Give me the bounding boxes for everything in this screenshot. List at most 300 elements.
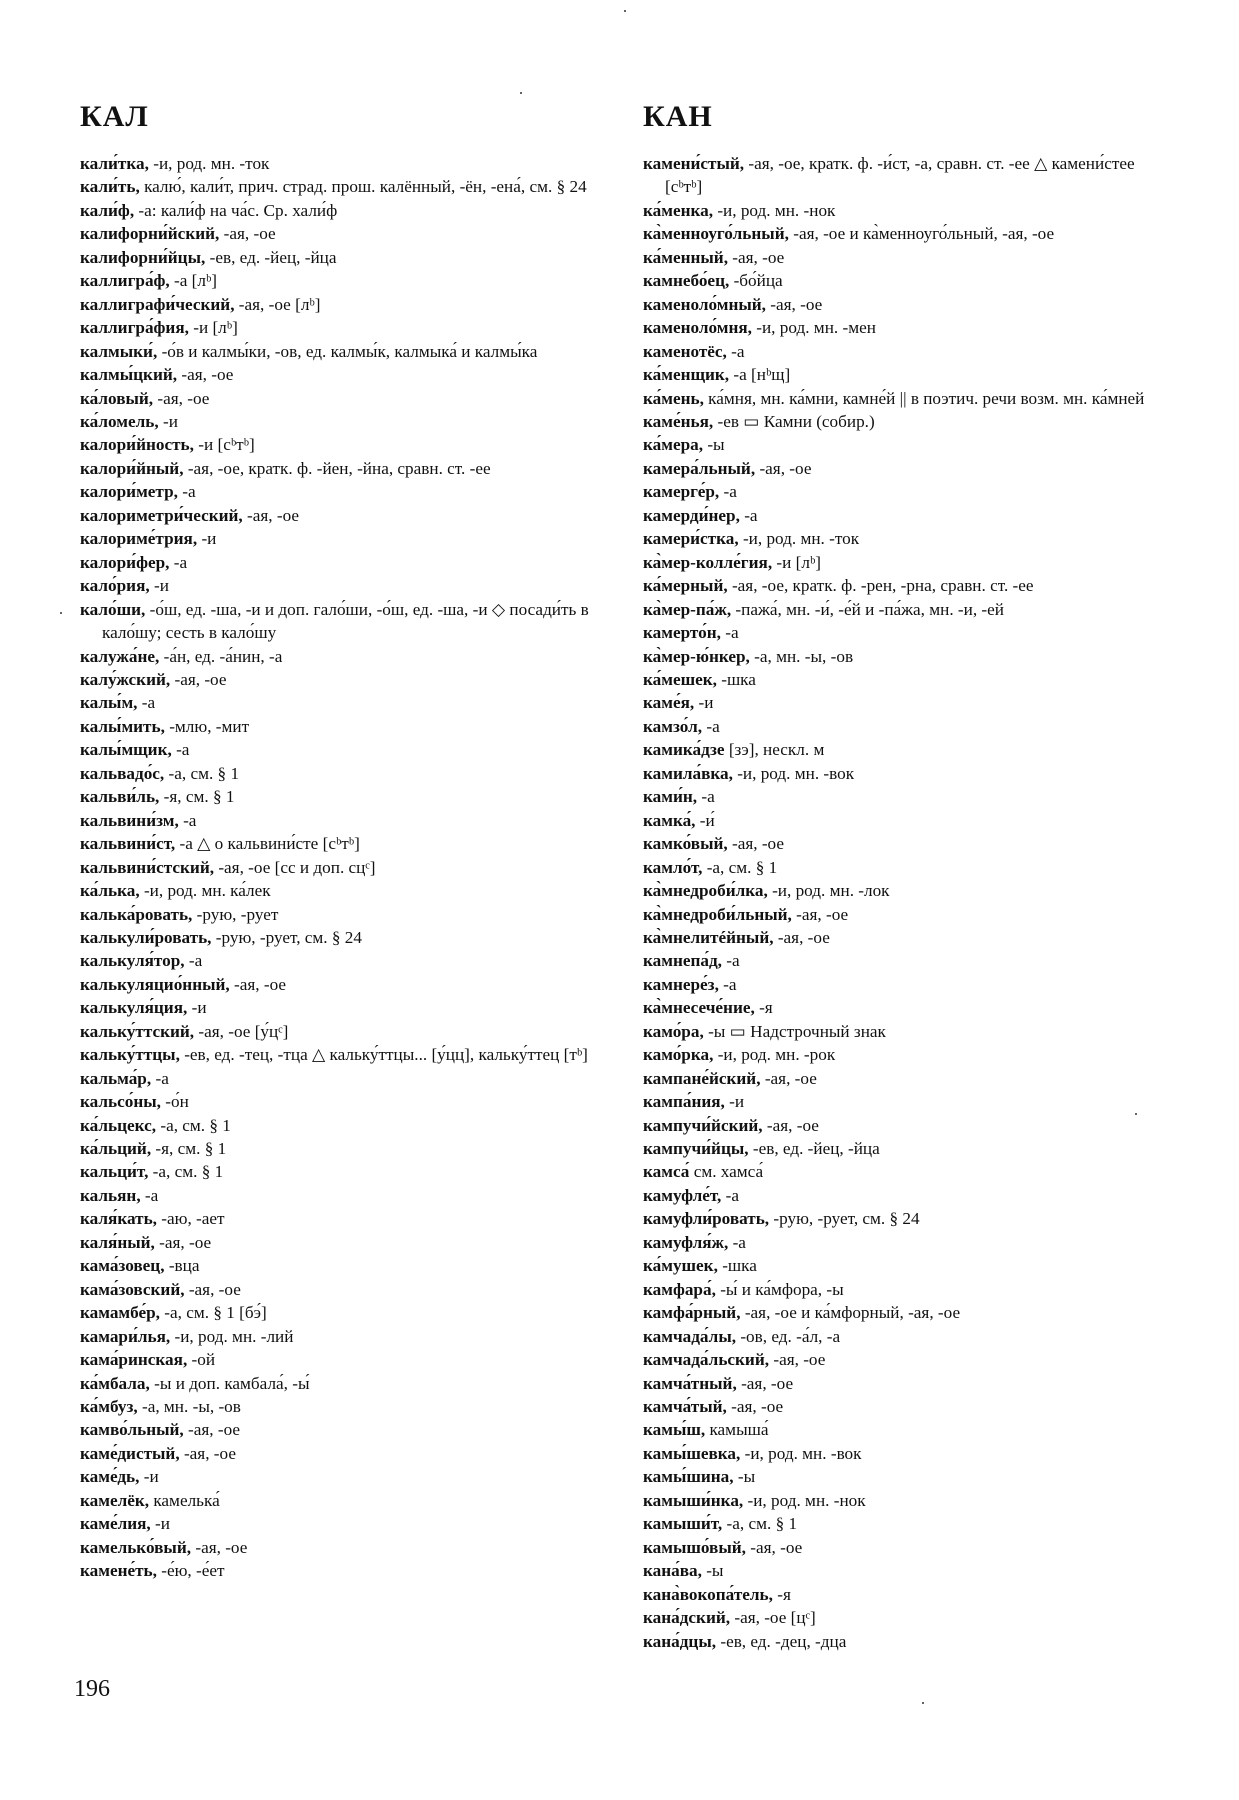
scan-speck	[60, 612, 62, 614]
dictionary-entry	[643, 879, 1168, 902]
entry-definition: -пажа́, мн. -и́, -е́й и -па́жа, мн. -и, -ей	[731, 599, 1004, 619]
dictionary-entry	[643, 433, 1168, 456]
entry-definition: -ой	[187, 1350, 216, 1370]
dictionary-entry	[80, 903, 605, 926]
entry-headword: ка̀мнелитéйный,	[643, 927, 774, 947]
dictionary-entry	[80, 1325, 605, 1348]
entry-headword: кало́ши,	[80, 599, 146, 619]
dictionary-entry	[643, 1512, 1168, 1535]
entry-definition: -ая, -ое [цᶜ]	[730, 1608, 816, 1628]
dictionary-entry	[80, 269, 605, 292]
entry-headword: калы́мщик,	[80, 740, 172, 760]
dictionary-entry	[80, 293, 605, 316]
dictionary-entry	[643, 1372, 1168, 1395]
entry-headword: калькули́ровать,	[80, 927, 212, 947]
entry-definition: камелька́	[149, 1490, 220, 1510]
dictionary-entry	[643, 762, 1168, 785]
dictionary-entry	[80, 1536, 605, 1559]
dictionary-entry	[643, 1630, 1168, 1653]
dictionary-entry	[80, 1114, 605, 1137]
dictionary-entry	[80, 340, 605, 363]
entry-definition: -ая, -ое	[191, 1537, 248, 1557]
entry-headword: калу́жский,	[80, 669, 171, 689]
dictionary-entry	[643, 1160, 1168, 1183]
entry-definition: -и, род. мн. -ток	[738, 529, 860, 549]
dictionary-entry	[80, 762, 605, 785]
entry-definition: -шка	[716, 669, 756, 689]
entry-headword: каля́ный,	[80, 1232, 155, 1252]
entry-headword: ка́мерный,	[643, 576, 728, 596]
entry-headword: камерто́н,	[643, 623, 721, 643]
dictionary-entry	[80, 480, 605, 503]
entry-definition: -рую, -рует, см. § 24	[211, 927, 362, 947]
dictionary-entry	[80, 1418, 605, 1441]
entry-headword: камы́шина,	[643, 1467, 734, 1487]
dictionary-entry	[643, 1348, 1168, 1371]
dictionary-entry	[80, 1184, 605, 1207]
entry-definition: -ая, -ое, кратк. ф. -йен, -йна, сравн. ст. -ее	[183, 458, 491, 478]
dictionary-entry	[643, 715, 1168, 738]
dictionary-entry	[80, 738, 605, 761]
dictionary-entry	[643, 222, 1168, 245]
entry-definition: -и [сᵇтᵇ]	[193, 435, 255, 455]
dictionary-entry	[643, 1325, 1168, 1348]
dictionary-entry	[643, 856, 1168, 879]
entry-headword: кали́ф,	[80, 200, 135, 220]
entry-headword: ка́мушек,	[643, 1256, 718, 1276]
dictionary-entry	[80, 574, 605, 597]
entry-definition: -ая, -ое	[179, 1443, 236, 1463]
entry-definition: -и, род. мн. -нок	[713, 200, 836, 220]
dictionary-entry	[80, 715, 605, 738]
entry-definition: -ая, -ое	[760, 1068, 817, 1088]
dictionary-entry	[643, 1395, 1168, 1418]
entry-definition: -ы и доп. камбала́, -ы́	[149, 1373, 310, 1393]
dictionary-entry	[643, 785, 1168, 808]
entry-definition: -я	[772, 1584, 791, 1604]
entry-definition: -я	[754, 998, 773, 1018]
entry-definition: -ая, -ое	[170, 669, 227, 689]
entry-headword: кали́ть,	[80, 177, 140, 197]
entry-definition: -а	[177, 482, 196, 502]
dictionary-entry	[80, 1020, 605, 1043]
entry-definition: -ая, -ое	[177, 365, 234, 385]
entry-headword: ка̀мнедроби́льный,	[643, 904, 792, 924]
entry-definition: -ев, ед. -тец, -тца △ кальку́ттцы... [у́цц], кальку́ттец [тᵇ]	[179, 1045, 588, 1065]
dictionary-entry	[643, 527, 1168, 550]
dictionary-entry	[80, 175, 605, 198]
dictionary-entry	[643, 691, 1168, 714]
entry-headword: ка́менщик,	[643, 365, 730, 385]
entry-headword: кальма́р,	[80, 1068, 152, 1088]
entry-definition: -ая, -ое	[727, 834, 784, 854]
entry-headword: каме́дь,	[80, 1467, 140, 1487]
dictionary-entry	[643, 1442, 1168, 1465]
dictionary-entry	[643, 480, 1168, 503]
dictionary-entry	[643, 1114, 1168, 1137]
dictionary-entry	[80, 1559, 605, 1582]
entry-headword: камчада́льский,	[643, 1350, 770, 1370]
entry-definition: -а́н, ед. -а́нин, -а	[159, 646, 283, 666]
entry-headword: кана́дцы,	[643, 1631, 717, 1651]
dictionary-entry	[80, 152, 605, 175]
entry-headword: кама́зовец,	[80, 1256, 165, 1276]
entry-headword: кали́тка,	[80, 154, 149, 173]
dictionary-entry	[80, 1442, 605, 1465]
entry-headword: калужа́не,	[80, 646, 160, 666]
entry-definition: -шка	[717, 1256, 757, 1276]
dictionary-entry	[643, 1465, 1168, 1488]
entry-headword: ка́мешек,	[643, 669, 717, 689]
entry-definition: -рую, -рует, см. § 24	[769, 1209, 920, 1229]
scan-speck	[624, 10, 626, 12]
entry-definition: -а	[739, 505, 758, 525]
entry-headword: ка́льцекс,	[80, 1115, 157, 1135]
entry-headword: камнебо́ец,	[643, 271, 730, 291]
entry-definition: -я, см. § 1	[159, 787, 235, 807]
entry-definition: -и, род. мн. -мен	[751, 318, 876, 338]
entry-definition: -бо́йца	[729, 271, 783, 291]
entry-definition: -о́ш, ед. -ша, -и и доп. гало́ши, -о́ш, ед. -ша, -и ◇ посади́ть в кало́шу; сесть в кало́шу	[102, 599, 589, 643]
entry-headword: камера́льный,	[643, 458, 756, 478]
entry-definition: -о́н	[160, 1092, 189, 1112]
entry-headword: ка̀менноуго́льный,	[643, 224, 789, 244]
entry-definition: -ая, -ое	[154, 1232, 212, 1252]
entry-headword: каме́я,	[643, 693, 695, 713]
entry-headword: камамбе́р,	[80, 1303, 160, 1323]
entry-definition: -и́	[695, 810, 715, 830]
dictionary-entry	[643, 668, 1168, 691]
dictionary-entry	[80, 1278, 605, 1301]
entry-headword: ка́лька,	[80, 881, 140, 901]
dictionary-entry	[80, 246, 605, 269]
entry-headword: кальци́т,	[80, 1162, 149, 1182]
dictionary-entry	[80, 1231, 605, 1254]
dictionary-entry	[643, 903, 1168, 926]
entry-headword: ка́мбуз,	[80, 1397, 138, 1417]
entry-definition: -и [лᵇ]	[772, 552, 821, 572]
entry-definition: -и, род. мн. -вок	[732, 763, 855, 783]
entry-headword: кальвини́зм,	[80, 810, 179, 830]
entry-definition: -и	[724, 1092, 745, 1112]
entry-definition: -а, мн. -ы, -ов	[137, 1397, 241, 1417]
entry-headword: камфара́,	[643, 1279, 716, 1299]
entry-headword: камы́шевка,	[643, 1443, 741, 1463]
dictionary-entry	[80, 1301, 605, 1324]
entry-definition: -и, род. мн. ка́лек	[139, 881, 271, 901]
entry-headword: камко́вый,	[643, 834, 728, 854]
entry-definition: калю́, кали́т, прич. страд. прош. калённый, -ён, -ена́, см. § 24	[139, 177, 587, 197]
entry-definition: -ая, -ое [сс и доп. сцᶜ]	[214, 857, 376, 877]
entry-headword: ками́н,	[643, 787, 698, 807]
entry-headword: камика́дзе	[643, 740, 725, 760]
entry-headword: камо́ра,	[643, 1021, 704, 1041]
dictionary-entry	[80, 410, 605, 433]
entry-definition: -а [лᵇ]	[169, 271, 218, 291]
entry-definition: -аю, -ает	[156, 1209, 225, 1229]
entry-headword: кальян,	[80, 1185, 141, 1205]
entry-definition: -ая, -ое	[791, 904, 849, 924]
dictionary-entry	[643, 1583, 1168, 1606]
entry-headword: камло́т,	[643, 857, 703, 877]
entry-definition: -а △ о кальвини́сте [сᵇтᵇ]	[175, 834, 360, 854]
entry-headword: камча́тый,	[643, 1397, 727, 1417]
entry-headword: калькуля́ция,	[80, 998, 188, 1018]
dictionary-entry	[80, 856, 605, 879]
dictionary-entry	[80, 1512, 605, 1535]
dictionary-entry	[643, 1418, 1168, 1441]
entry-definition: -и, род. мн. -ток	[148, 154, 270, 173]
entry-headword: камуфли́ровать,	[643, 1209, 770, 1229]
dictionary-entry	[643, 293, 1168, 316]
dictionary-entry	[643, 949, 1168, 972]
running-head-right: КАН	[643, 100, 713, 133]
dictionary-entry	[80, 645, 605, 668]
entry-headword: камо́рка,	[643, 1045, 714, 1065]
entry-definition: -ая, -ое	[745, 1537, 803, 1557]
dictionary-entry	[643, 1043, 1168, 1066]
scan-speck	[922, 1702, 924, 1704]
dictionary-entry	[643, 926, 1168, 949]
entry-headword: кампучи́йцы,	[643, 1139, 749, 1159]
dictionary-entry	[80, 387, 605, 410]
entry-headword: кампа́ния,	[643, 1092, 725, 1112]
entry-headword: камса́	[643, 1162, 690, 1182]
entry-headword: кана̀вокопа́тель,	[643, 1584, 773, 1604]
entry-definition: -и	[694, 693, 714, 713]
entry-definition: -а	[140, 1185, 159, 1205]
dictionary-entry	[643, 738, 1168, 761]
dictionary-entry	[80, 1395, 605, 1418]
dictionary-entry	[643, 1536, 1168, 1559]
entry-headword: калмы́цкий,	[80, 365, 178, 385]
dictionary-entry	[80, 973, 605, 996]
entry-definition: -а	[718, 974, 737, 994]
entry-headword: камнере́з,	[643, 974, 719, 994]
entry-headword: кало́рия,	[80, 576, 150, 596]
entry-definition: -ая, -ое и ка́мфорный, -ая, -ое	[740, 1303, 961, 1323]
dictionary-entry	[80, 457, 605, 480]
entry-headword: калори́метр,	[80, 482, 178, 502]
entry-definition: -ы ▭ Надстрочный знак	[703, 1021, 886, 1041]
entry-definition: -а, см. § 1	[148, 1162, 224, 1182]
entry-definition: -ая, -ое	[184, 1279, 241, 1299]
entry-headword: калы́м,	[80, 693, 138, 713]
entry-definition: -ая, -ое	[183, 1420, 241, 1440]
entry-headword: ка́мбала,	[80, 1373, 150, 1393]
dictionary-entry	[643, 1020, 1168, 1043]
entry-definition: [зэ], нескл. м	[724, 740, 825, 760]
entry-headword: калька́ровать,	[80, 904, 193, 924]
entry-headword: камво́льный,	[80, 1420, 184, 1440]
dictionary-entry	[80, 996, 605, 1019]
entry-headword: кама́ринская,	[80, 1350, 188, 1370]
entry-headword: каменоло́мня,	[643, 318, 752, 338]
entry-headword: камыши́нка,	[643, 1490, 744, 1510]
entry-headword: каллигра́ф,	[80, 271, 170, 291]
dictionary-entry	[643, 152, 1168, 199]
entry-definition: -а	[721, 1185, 739, 1205]
dictionary-entry	[80, 504, 605, 527]
entry-headword: камерди́нер,	[643, 505, 740, 525]
dictionary-entry	[80, 363, 605, 386]
entry-headword: камзо́л,	[643, 716, 703, 736]
entry-definition: -ы	[701, 1561, 724, 1581]
entry-headword: ка́менный,	[643, 247, 728, 267]
dictionary-entry	[80, 1067, 605, 1090]
entry-headword: камила́вка,	[643, 763, 733, 783]
entry-definition: -ая, -ое, кратк. ф. -рен, -рна, сравн. ст. -ее	[727, 576, 1034, 596]
entry-headword: калькуляцио́нный,	[80, 974, 230, 994]
entry-definition: -а, см. § 1 [бэ́]	[159, 1303, 267, 1323]
entry-headword: кальку́ттцы,	[80, 1045, 180, 1065]
dictionary-entry	[643, 410, 1168, 433]
entry-definition: -ы	[733, 1467, 756, 1487]
entry-definition: -и	[149, 576, 169, 596]
entry-definition: -и, род. мн. -вок	[740, 1443, 862, 1463]
dictionary-entry	[643, 551, 1168, 574]
dictionary-entry	[643, 598, 1168, 621]
dictionary-entry	[80, 1207, 605, 1230]
left-column	[80, 152, 605, 1583]
dictionary-entry	[643, 363, 1168, 386]
entry-headword: калори́фер,	[80, 552, 170, 572]
dictionary-entry	[643, 387, 1168, 410]
dictionary-entry	[80, 1489, 605, 1512]
dictionary-entry	[643, 246, 1168, 269]
scan-speck	[520, 92, 522, 94]
entry-definition: -ев, ед. -йец, -йца	[205, 247, 337, 267]
entry-headword: кальвини́ст,	[80, 834, 176, 854]
entry-headword: камышо́вый,	[643, 1537, 746, 1557]
dictionary-entry	[80, 691, 605, 714]
dictionary-entry	[80, 433, 605, 456]
dictionary-entry	[643, 504, 1168, 527]
entry-definition: -а, см. § 1	[164, 763, 240, 783]
entry-headword: каля́кать,	[80, 1209, 157, 1229]
entry-definition: -ев ▭ Камни (собир.)	[713, 411, 875, 431]
dictionary-entry	[80, 1137, 605, 1160]
entry-headword: калориметри́ческий,	[80, 505, 243, 525]
entry-headword: калифорни́йский,	[80, 224, 220, 244]
dictionary-entry	[643, 1090, 1168, 1113]
entry-definition: -и	[187, 998, 207, 1018]
entry-headword: камы́ш,	[643, 1420, 706, 1440]
dictionary-entry	[643, 973, 1168, 996]
entry-headword: кальвадо́с,	[80, 763, 165, 783]
entry-headword: кана́ва,	[643, 1561, 702, 1581]
entry-headword: камерге́р,	[643, 482, 720, 502]
entry-headword: каме́нья,	[643, 411, 714, 431]
entry-headword: ка̀мер-колле́гия,	[643, 552, 773, 572]
entry-definition: -ев, ед. -дец, -дца	[716, 1631, 847, 1651]
entry-definition: -ая, -ое, кратк. ф. -и́ст, -а, сравн. ст. -ее △ камени́стее [сᵇтᵇ]	[665, 154, 1135, 197]
dictionary-entry	[80, 199, 605, 222]
entry-headword: каменотёс,	[643, 341, 727, 361]
dictionary-entry	[80, 1348, 605, 1371]
entry-definition: -ая, -ое	[726, 1397, 784, 1417]
entry-definition: -ая, -ое	[229, 974, 287, 994]
entry-definition: -ы́ и ка́мфора, -ы	[715, 1279, 844, 1299]
entry-definition: -а	[178, 810, 197, 830]
entry-headword: каллиграфи́ческий,	[80, 294, 235, 314]
entry-definition: -ая, -ое	[736, 1373, 794, 1393]
entry-definition: -а, см. § 1	[702, 857, 778, 877]
entry-definition: -ов, ед. -а́л, -а	[736, 1326, 841, 1346]
entry-headword: камуфле́т,	[643, 1185, 722, 1205]
entry-headword: камелёк,	[80, 1490, 150, 1510]
entry-definition: -а	[151, 1068, 169, 1088]
entry-headword: камери́стка,	[643, 529, 739, 549]
dictionary-entry	[80, 1043, 605, 1066]
entry-headword: ка́мень,	[643, 388, 704, 408]
entry-headword: камене́ть,	[80, 1561, 157, 1581]
entry-headword: камфа́рный,	[643, 1303, 741, 1323]
entry-headword: кальку́ттский,	[80, 1021, 195, 1041]
entry-headword: калмыки́,	[80, 341, 158, 361]
dictionary-entry	[643, 809, 1168, 832]
dictionary-entry	[643, 269, 1168, 292]
entry-definition: -а: кали́ф на ча́с. Ср. хали́ф	[134, 200, 338, 220]
dictionary-entry	[80, 949, 605, 972]
entry-headword: кампучи́йский,	[643, 1115, 763, 1135]
dictionary-entry	[80, 1254, 605, 1277]
entry-definition: -и, род. мн. -лий	[170, 1326, 294, 1346]
entry-headword: калифорни́йцы,	[80, 247, 206, 267]
entry-definition: -и	[150, 1514, 170, 1534]
entry-headword: камнепа́д,	[643, 951, 722, 971]
entry-headword: каме́дистый,	[80, 1443, 180, 1463]
entry-headword: каме́лия,	[80, 1514, 151, 1534]
dictionary-entry	[643, 1067, 1168, 1090]
entry-headword: ка̀мнедроби́лка,	[643, 881, 768, 901]
entry-definition: ка́мня, мн. ка́мни, камне́й || в поэтич. речи возм. мн. ка́мней	[703, 388, 1145, 408]
entry-headword: каменоло́мный,	[643, 294, 766, 314]
entry-headword: каллигра́фия,	[80, 318, 189, 338]
dictionary-entry	[643, 1606, 1168, 1629]
entry-headword: камелько́вый,	[80, 1537, 192, 1557]
entry-definition: -ая, -ое и ка̀менноуго́льный, -ая, -ое	[788, 224, 1055, 244]
entry-headword: калькуля́тор,	[80, 951, 185, 971]
entry-headword: кама́зовский,	[80, 1279, 185, 1299]
entry-headword: кальсо́ны,	[80, 1092, 161, 1112]
entry-definition: -и [лᵇ]	[188, 318, 238, 338]
entry-headword: камыши́т,	[643, 1514, 723, 1534]
entry-headword: камари́лья,	[80, 1326, 171, 1346]
entry-definition: -ая, -ое	[755, 458, 812, 478]
entry-headword: ка̀мер-ю́нкер,	[643, 646, 750, 666]
entry-headword: ка̀мнесече́ние,	[643, 998, 755, 1018]
entry-definition: -млю, -мит	[164, 716, 250, 736]
right-column	[643, 152, 1168, 1653]
entry-definition: -я, см. § 1	[151, 1139, 227, 1159]
entry-headword: кальвини́стский,	[80, 857, 215, 877]
dictionary-entry	[643, 645, 1168, 668]
entry-headword: камчада́лы,	[643, 1326, 737, 1346]
entry-definition: -е́ю, -е́ет	[156, 1561, 225, 1581]
entry-definition: -а	[719, 482, 737, 502]
dictionary-entry	[80, 879, 605, 902]
dictionary-entry	[80, 926, 605, 949]
dictionary-entry	[643, 1489, 1168, 1512]
dictionary-entry	[643, 316, 1168, 339]
entry-headword: калориме́трия,	[80, 529, 198, 549]
entry-definition: -а	[720, 623, 739, 643]
entry-definition: -о́в и калмы́ки, -ов, ед. калмы́к, калмыка́ и калмы́ка	[157, 341, 538, 361]
entry-definition: -рую, -рует	[192, 904, 279, 924]
dictionary-entry	[643, 1254, 1168, 1277]
dictionary-entry	[643, 1278, 1168, 1301]
